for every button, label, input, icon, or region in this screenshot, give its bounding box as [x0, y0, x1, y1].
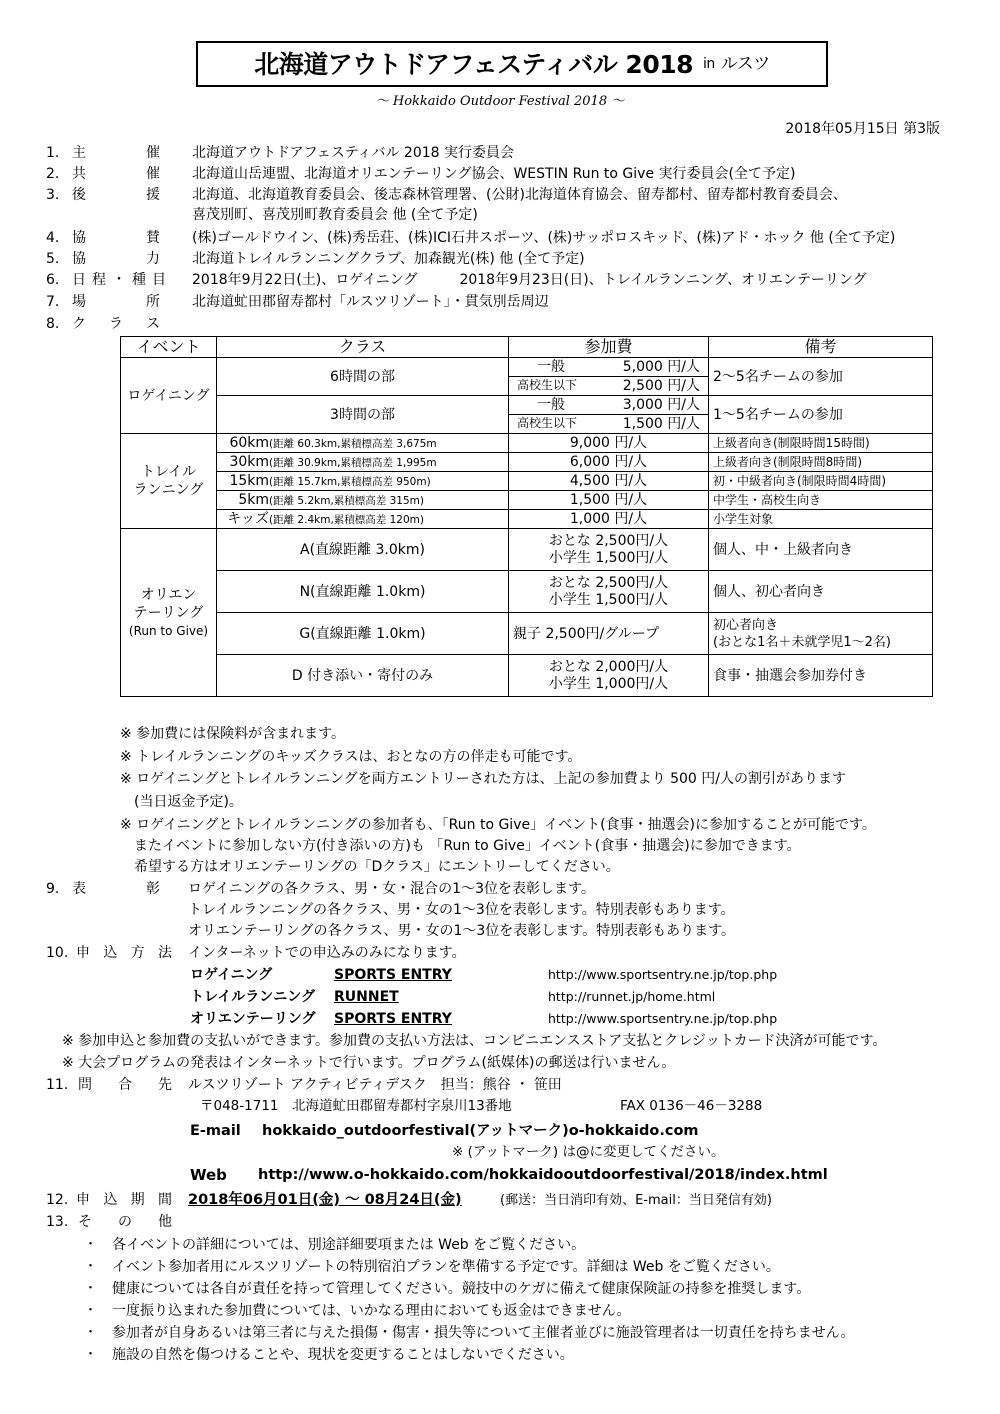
entry-event: オリエンテーリング — [190, 1011, 316, 1027]
item-value: トレイルランニングの各クラス、男・女の1～3位を表彰します。特別表彰もあります。 — [188, 902, 735, 918]
note-cell: 上級者向き(制限時間15時間) — [709, 434, 933, 453]
item-label: 協 賛 — [72, 230, 160, 246]
event-orienteering: オリエン テーリング (Run to Give) — [121, 529, 217, 697]
fee-cell: おとな 2,500円/人 小学生 1,500円/人 — [509, 571, 709, 613]
item-number: 7. — [46, 294, 60, 310]
header-event: イベント — [121, 337, 217, 358]
item-value: 北海道虻田郡留寿都村「ルスツリゾート」・貫気別岳周辺 — [192, 294, 549, 310]
header-class: クラス — [217, 337, 509, 358]
item-label: 主 催 — [72, 145, 160, 161]
entry-site-link[interactable]: SPORTS ENTRY — [334, 967, 452, 983]
item-label: 協 力 — [72, 251, 160, 267]
fee-cell: 一般 3,000 円/人 — [509, 396, 709, 415]
event-rogaining: ロゲイニング — [121, 358, 217, 434]
item-value: 北海道、北海道教育委員会、後志森林管理署、(公財)北海道体育協会、留寿都村、留寿都村教育委員会、 — [192, 187, 847, 203]
contact-web-link[interactable]: http://www.o-hokkaido.com/hokkaidooutdoorfestival/2018/index.html — [258, 1167, 828, 1183]
list-item: 参加者が自身あるいは第三者に与えた損傷・傷害・損失等について主催者並びに施設管理者は一切責任を持ちません。 — [112, 1325, 855, 1341]
item-number: 8. — [46, 316, 60, 332]
list-item: イベント参加者用にルスツリゾートの特別宿泊プランを準備する予定です。詳細は Web をご覧ください。 — [112, 1259, 780, 1275]
item-label: ク ラ ス — [72, 316, 160, 332]
entry-event: トレイルランニング — [190, 989, 316, 1005]
entry-url-link[interactable]: http://www.sportsentry.ne.jp/top.php — [548, 1011, 778, 1026]
item-label: そ の 他 — [78, 1214, 172, 1230]
fee-cell: 高校生以下 1,500 円/人 — [509, 415, 709, 434]
note-cell: 中学生・高校生向き — [709, 491, 933, 510]
table-header-row — [121, 337, 933, 358]
fee-cell: 一般 5,000 円/人 — [509, 358, 709, 377]
fee-cell: 1,000 円/人 — [509, 510, 709, 529]
item-label: 日 程 ・ 種 目 — [72, 272, 166, 288]
item-value: 北海道山岳連盟、北海道オリエンテーリング協会、WESTIN Run to Give 実行委員会(全て予定) — [192, 166, 796, 182]
class-cell: 15km(距離 15.7km,累積標高差 950m) — [217, 472, 509, 491]
bullet-icon: ・ — [84, 1325, 98, 1340]
class-cell: A(直線距離 3.0km) — [217, 529, 509, 571]
web-label: Web — [190, 1166, 227, 1184]
header-note: 備考 — [709, 337, 933, 358]
note-line: ※ ロゲイニングとトレイルランニングの参加者も、「Run to Give」イベント(食事・抽選会)に参加することが可能です。 — [120, 817, 876, 833]
item-number: 5. — [46, 251, 60, 267]
entry-event: ロゲイニング — [190, 967, 273, 983]
note-cell: 小学生対象 — [709, 510, 933, 529]
contact-desk: ルスツリゾート アクティビティデスク 担当：熊谷 ・ 笹田 — [188, 1077, 562, 1093]
note-line: ※ 大会プログラムの発表はインターネットで行います。プログラム(紙媒体)の郵送は行いません。 — [62, 1055, 676, 1071]
table-row — [121, 396, 933, 415]
item-label: 申 込 方 法 — [76, 945, 172, 961]
bullet-icon: ・ — [84, 1259, 98, 1274]
class-cell: N(直線距離 1.0km) — [217, 571, 509, 613]
item-number: 6. — [46, 272, 60, 288]
item-label: 後 援 — [72, 187, 160, 203]
item-number: 10. — [46, 945, 69, 961]
contact-address: 〒048-1711 北海道虻田郡留寿都村字泉川13番地 — [200, 1098, 512, 1114]
table-row — [121, 453, 933, 472]
subtitle: ～ Hokkaido Outdoor Festival 2018 ～ — [375, 94, 625, 109]
fee-cell: おとな 2,500円/人 小学生 1,500円/人 — [509, 529, 709, 571]
list-item: 各イベントの詳細については、別途詳細要項または Web をご覧ください。 — [112, 1237, 586, 1253]
event-trail: トレイル ランニング — [121, 434, 217, 529]
item-value: 北海道トレイルランニングクラブ、加森観光(株) 他 (全て予定) — [192, 251, 585, 267]
note-cell: 2～5名チームの参加 — [709, 358, 933, 396]
note-line: またイベントに参加しない方(付き添いの方)も 「Run to Give」イベント(食事・抽選会)に参加できます。 — [120, 838, 801, 854]
fee-cell: 6,000 円/人 — [509, 453, 709, 472]
note-cell: 初心者向き (おとな1名＋未就学児1～2名) — [709, 613, 933, 655]
title-main: 北海道アウトドアフェスティバル 2018 — [254, 49, 694, 79]
note-line: ※ 参加申込と参加費の支払いができます。参加費の支払い方法は、コンビニエンスストア支払とクレジットカード決済が可能です。 — [62, 1033, 887, 1049]
class-cell: 5km(距離 5.2km,累積標高差 315m) — [217, 491, 509, 510]
item-value: 喜茂別町、喜茂別町教育委員会 他 (全て予定) — [192, 207, 478, 223]
table-row — [121, 472, 933, 491]
table-row — [121, 613, 933, 655]
class-cell: 60km(距離 60.3km,累積標高差 3,675m — [217, 434, 509, 453]
item-number: 3. — [46, 187, 60, 203]
bullet-icon: ・ — [84, 1347, 98, 1362]
item-value: ロゲイニングの各クラス、男・女・混合の1～3位を表彰します。 — [188, 881, 595, 897]
contact-email[interactable]: hokkaido_outdoorfestival(アットマーク)o-hokkaido.com — [262, 1123, 699, 1139]
item-value: 2018年9月22日(土)、ロゲイニング 2018年9月23日(日)、トレイルランニング、オリエンテーリング — [192, 272, 867, 288]
note-cell: 個人、中・上級者向き — [709, 529, 933, 571]
class-cell: G(直線距離 1.0km) — [217, 613, 509, 655]
table-row — [121, 358, 933, 377]
title-in: in — [703, 56, 715, 72]
note-cell: 食事・抽選会参加券付き — [709, 655, 933, 697]
bullet-icon: ・ — [84, 1303, 98, 1318]
item-number: 4. — [46, 230, 60, 246]
class-cell: D 付き添い・寄付のみ — [217, 655, 509, 697]
note-cell: 1～5名チームの参加 — [709, 396, 933, 434]
note-line: ※ 参加費には保険料が含まれます。 — [120, 726, 346, 742]
note-line: ※ トレイルランニングのキッズクラスは、おとなの方の伴走も可能です。 — [120, 749, 582, 765]
table-row — [121, 434, 933, 453]
item-number: 9. — [46, 881, 60, 897]
class-table — [120, 336, 933, 697]
item-label: 問 合 先 — [78, 1077, 172, 1093]
document-title — [196, 41, 828, 87]
item-value: (株)ゴールドウイン、(株)秀岳荘、(株)ICI石井スポーツ、(株)サッポロスキッド、(株)アド・ホック 他 (全て予定) — [192, 230, 896, 246]
item-number: 1. — [46, 145, 60, 161]
bullet-icon: ・ — [84, 1237, 98, 1252]
bullet-icon: ・ — [84, 1281, 98, 1296]
contact-fax: FAX 0136－46－3288 — [620, 1098, 763, 1114]
item-number: 13. — [46, 1214, 69, 1230]
note-line: ※ ロゲイニングとトレイルランニングを両方エントリーされた方は、上記の参加費より 500 円/人の割引があります — [120, 771, 846, 787]
title-suffix: ルスツ — [720, 53, 770, 74]
item-number: 2. — [46, 166, 60, 182]
item-number: 11. — [46, 1077, 69, 1093]
table-row — [121, 655, 933, 697]
note-cell: 個人、初心者向き — [709, 571, 933, 613]
entry-site-link[interactable]: SPORTS ENTRY — [334, 1011, 452, 1027]
note-cell: 上級者向き(制限時間8時間) — [709, 453, 933, 472]
class-cell: 6時間の部 — [217, 358, 509, 396]
period-value: 2018年06月01日(金) ～ 08月24日(金) — [188, 1192, 462, 1208]
class-cell: 3時間の部 — [217, 396, 509, 434]
header-fee: 参加費 — [509, 337, 709, 358]
item-label: 申 込 期 間 — [76, 1192, 172, 1208]
fee-cell: 4,500 円/人 — [509, 472, 709, 491]
note-line: 希望する方はオリエンテーリングの「Dクラス」にエントリーしてください。 — [120, 859, 620, 875]
item-label: 表 彰 — [72, 881, 160, 897]
class-cell: 30km(距離 30.9km,累積標高差 1,995m — [217, 453, 509, 472]
fee-cell: 9,000 円/人 — [509, 434, 709, 453]
fee-cell: おとな 2,000円/人 小学生 1,000円/人 — [509, 655, 709, 697]
note-line: (当日返金予定)。 — [120, 794, 243, 810]
entry-site-link[interactable]: RUNNET — [334, 989, 399, 1005]
item-label: 共 催 — [72, 166, 160, 182]
class-cell: キッズ(距離 2.4km,累積標高差 120m) — [217, 510, 509, 529]
item-value: オリエンテーリングの各クラス、男・女の1～3位を表彰します。特別表彰もあります。 — [188, 923, 736, 939]
note-cell: 初・中級者向き(制限時間4時間) — [709, 472, 933, 491]
item-label: 場 所 — [72, 294, 160, 310]
table-row — [121, 510, 933, 529]
table-row — [121, 571, 933, 613]
fee-cell: 高校生以下 2,500 円/人 — [509, 377, 709, 396]
period-note: (郵送：当日消印有効、E-mail：当日発信有効) — [500, 1193, 772, 1208]
table-row — [121, 491, 933, 510]
item-number: 12. — [46, 1192, 69, 1208]
fee-cell: 親子 2,500円/グループ — [509, 613, 709, 655]
email-note: ※ (アットマーク) は@に変更してください。 — [452, 1144, 725, 1160]
email-label: E-mail — [190, 1123, 241, 1139]
list-item: 施設の自然を傷つけることや、現状を変更することはしないでください。 — [112, 1347, 574, 1363]
edition-date: 2018年05月15日 第3版 — [785, 121, 940, 137]
item-value: 北海道アウトドアフェスティバル 2018 実行委員会 — [192, 145, 515, 161]
item-value: インターネットでの申込みのみになります。 — [188, 945, 466, 961]
table-row — [121, 529, 933, 571]
fee-cell: 1,500 円/人 — [509, 491, 709, 510]
list-item: 健康については各自が責任を持って管理してください。競技中のケガに備えて健康保険証の持参を推奨します。 — [112, 1281, 811, 1297]
entry-url-link[interactable]: http://runnet.jp/home.html — [548, 989, 716, 1004]
list-item: 一度振り込まれた参加費については、いかなる理由においても返金はできません。 — [112, 1303, 631, 1319]
entry-url-link[interactable]: http://www.sportsentry.ne.jp/top.php — [548, 967, 778, 982]
